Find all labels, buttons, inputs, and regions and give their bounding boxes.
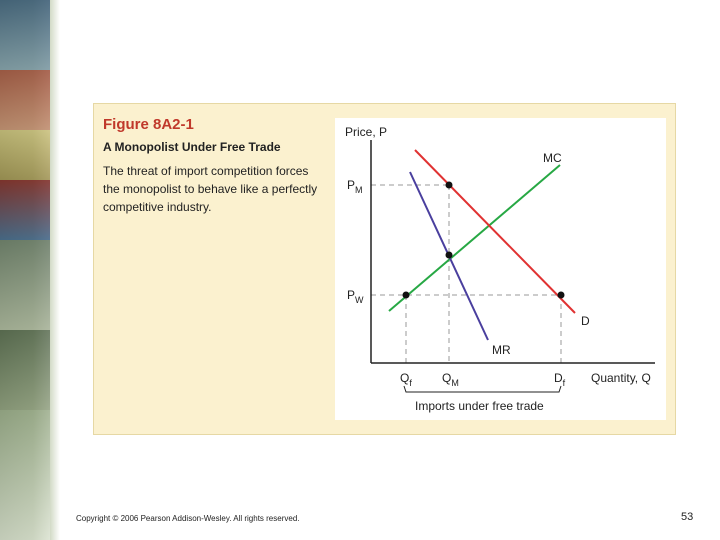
mc-label: MC [543, 151, 562, 165]
strip-tile [0, 330, 50, 410]
strip-tile [0, 70, 50, 130]
demand-world-price-point [558, 292, 565, 299]
df-label: $D_f$ [554, 371, 566, 388]
demand-curve [415, 150, 575, 313]
qm-label: $Q_M$ [442, 371, 459, 388]
mr-mc-intersection-point [446, 252, 453, 259]
monopoly-point [446, 182, 453, 189]
decorative-photo-strip [0, 0, 60, 540]
y-axis-label: Price, P [345, 125, 388, 139]
figure-caption: The threat of import competition forces the monopolist to behave like a perfectly competitive industry. [103, 164, 318, 214]
mr-label: MR [492, 343, 511, 357]
qf-label: $Q_f$ [400, 371, 412, 388]
figure-title: Figure 8A2-1 [103, 116, 194, 133]
pm-label: $P_M$ [347, 178, 363, 195]
x-axis-label: Quantity, Q [591, 371, 651, 385]
strip-tile [0, 240, 50, 330]
strip-tile [0, 410, 50, 540]
copyright-notice: Copyright © 2006 Pearson Addison-Wesley. All rights reserved. [76, 514, 300, 523]
pw-label: $P_W$ [347, 288, 364, 305]
strip-tile [0, 0, 50, 70]
imports-bracket [404, 386, 561, 392]
diagram-area [335, 118, 666, 420]
domestic-supply-point [403, 292, 410, 299]
figure-subtitle: A Monopolist Under Free Trade [103, 140, 281, 154]
monopoly-diagram [335, 118, 666, 420]
demand-label: D [581, 314, 590, 328]
page-number: 53 [681, 511, 694, 523]
imports-bracket-label: Imports under free trade [415, 399, 544, 413]
strip-tile [0, 130, 50, 180]
strip-tile [0, 180, 50, 240]
mc-curve [389, 165, 560, 311]
